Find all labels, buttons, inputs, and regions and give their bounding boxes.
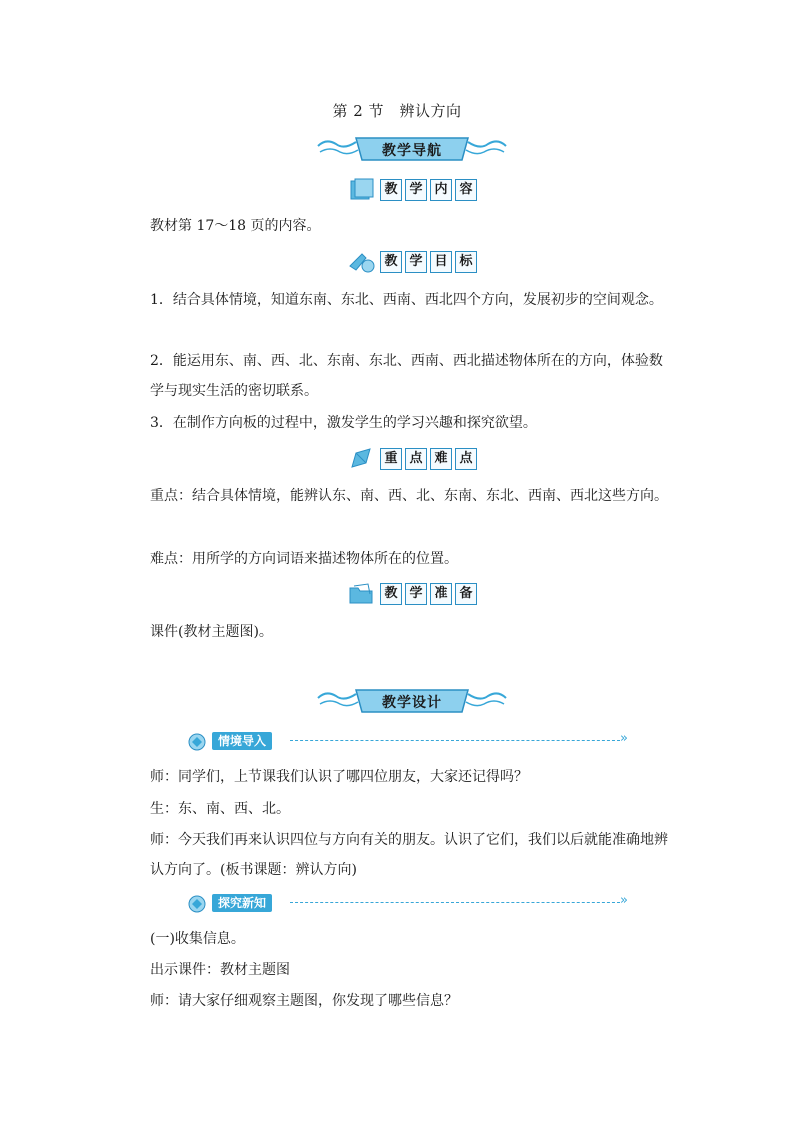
- banner-teaching-guide: [316, 134, 508, 164]
- header-char: 教: [380, 583, 402, 605]
- banner-label: 教学导航: [382, 143, 442, 159]
- stage-label: 探究新知: [212, 894, 272, 912]
- page-title: 第 2 节 辨认方向: [332, 102, 462, 120]
- goal-3-text: 3．在制作方向板的过程中，激发学生的学习兴趣和探究欲望。: [150, 415, 537, 431]
- dialog-line: 生：东、南、西、北。: [150, 801, 290, 817]
- dashed-line: [290, 902, 620, 903]
- header-char: 学: [405, 583, 427, 605]
- dashed-line: [290, 740, 620, 741]
- goal-2-text: 2．能运用东、南、西、北、东南、东北、西南、西北描述物体所在的方向，体验数学与现实生活的密切联系。: [150, 353, 663, 399]
- prep-text: 课件(教材主题图)。: [150, 624, 273, 640]
- header-char: 学: [405, 179, 427, 201]
- dialog-line: 出示课件：教材主题图: [150, 962, 290, 978]
- stage-icon: [186, 892, 212, 914]
- goal-1: [150, 285, 670, 315]
- stage-label: 情境导入: [212, 732, 272, 750]
- double-arrow-icon: »: [620, 893, 628, 908]
- header-char: 教: [380, 251, 402, 273]
- section-header-goals: [348, 250, 480, 274]
- header-char: 准: [430, 583, 452, 605]
- book-icon: [348, 178, 376, 202]
- banner-teaching-design: [316, 686, 508, 716]
- goal-3: [150, 408, 670, 438]
- target-icon: [348, 250, 376, 274]
- header-char: 点: [455, 448, 477, 470]
- goal-2: [150, 346, 670, 406]
- header-char: 备: [455, 583, 477, 605]
- stage-icon: [186, 730, 212, 752]
- goal-1-text: 1．结合具体情境，知道东南、东北、西南、西北四个方向，发展初步的空间观念。: [150, 292, 663, 308]
- pencil-icon: [348, 447, 376, 471]
- folder-icon: [348, 582, 376, 606]
- banner-label: 教学设计: [382, 695, 442, 711]
- header-char: 学: [405, 251, 427, 273]
- key-point: 重点：结合具体情境，能辨认东、南、西、北、东南、东北、西南、西北这些方向。: [150, 488, 668, 504]
- section-header-content: [348, 178, 480, 202]
- dialog-line: 师：请大家仔细观察主题图，你发现了哪些信息？: [150, 993, 458, 1009]
- content-text: 教材第 17～18 页的内容。: [150, 218, 321, 234]
- header-char: 教: [380, 179, 402, 201]
- header-char: 容: [455, 179, 477, 201]
- step-heading: (一)收集信息。: [150, 931, 245, 947]
- header-char: 标: [455, 251, 477, 273]
- dialog-line: 师：同学们，上节课我们认识了哪四位朋友，大家还记得吗？: [150, 769, 528, 785]
- header-char: 难: [430, 448, 452, 470]
- section-header-key-points: [348, 447, 480, 471]
- stage-explore-new: [186, 892, 646, 914]
- header-char: 目: [430, 251, 452, 273]
- header-char: 重: [380, 448, 402, 470]
- section-header-preparation: [348, 582, 480, 606]
- stage-situation-intro: [186, 730, 646, 752]
- double-arrow-icon: »: [620, 731, 628, 746]
- difficulty: 难点：用所学的方向词语来描述物体所在的位置。: [150, 551, 458, 567]
- header-char: 点: [405, 448, 427, 470]
- header-char: 内: [430, 179, 452, 201]
- dialog-line: 师：今天我们再来认识四位与方向有关的朋友。认识了它们，我们以后就能准确地辨认方向了。(板书课题：辨认方向): [150, 832, 668, 878]
